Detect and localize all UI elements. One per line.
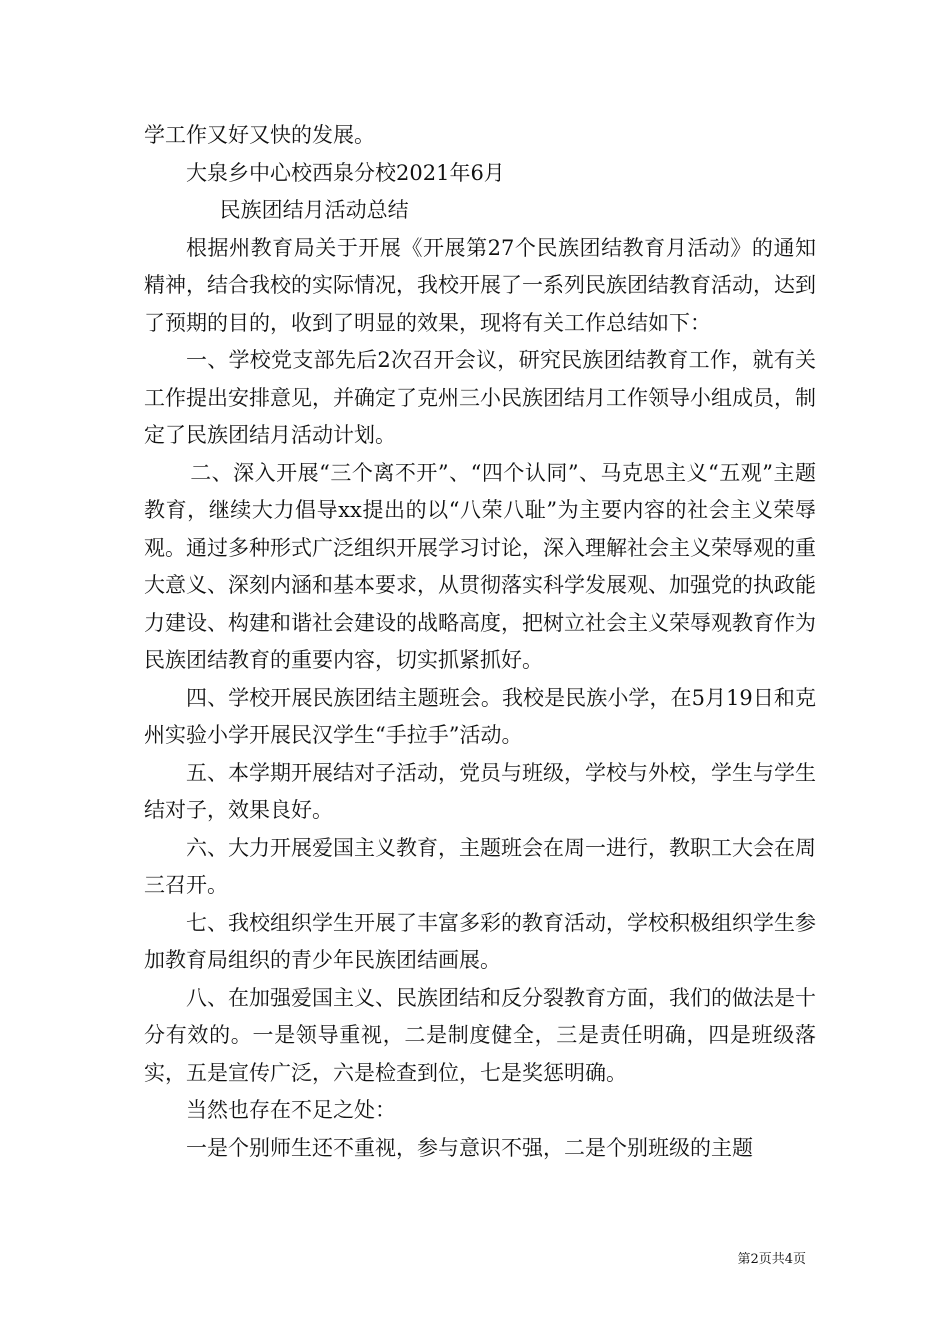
paragraph-intro: 根据州教育局关于开展《开展第27个民族团结教育月活动》的通知精神，结合我校的实际情况，我校开展了一系列民族团结教育活动，达到了预期的目的，收到了明显的效果，现将有关工作总结如下： — [144, 235, 816, 335]
paragraph-item-8: 八、在加强爱国主义、民族团结和反分裂教育方面，我们的做法是十分有效的。一是领导重视，二是制度健全，三是责任明确，四是班级落实，五是宣传广泛，六是检查到位，七是奖惩明确。 — [144, 985, 816, 1085]
paragraph-item-4: 四、学校开展民族团结主题班会。我校是民族小学，在5月19日和克州实验小学开展民汉学生“手拉手”活动。 — [144, 685, 816, 747]
paragraph-shortcomings-heading: 当然也存在不足之处： — [186, 1098, 396, 1122]
document-title: 民族团结月活动总结 — [219, 198, 409, 222]
page-number: 第2页共4页 — [737, 1252, 806, 1267]
paragraph-item-5: 五、本学期开展结对子活动，党员与班级，学校与外校，学生与学生结对子，效果良好。 — [144, 760, 816, 822]
paragraph-item-6: 六、大力开展爱国主义教育，主题班会在周一进行，教职工大会在周三召开。 — [144, 835, 816, 897]
document-body — [144, 117, 816, 1167]
paragraph-signature: 大泉乡中心校西泉分校2021年6月 — [186, 160, 505, 185]
paragraph-shortcomings: 一是个别师生还不重视，参与意识不强，二是个别班级的主题 — [186, 1135, 753, 1160]
paragraph-item-7: 七、我校组织学生开展了丰富多彩的教育活动，学校积极组织学生参加教育局组织的青少年民族团结画展。 — [144, 910, 816, 972]
paragraph-item-2: 二、深入开展“三个离不开”、“四个认同”、马克思主义“五观”主题教育，继续大力倡导xx提出的以“八荣八耻”为主要内容的社会主义荣辱观。通过多种形式广泛组织开展学习讨论，深入理解社会主义荣辱观的重大意义、深刻内涵和基本要求，从贯彻落实科学发展观、加强党的执政能力建设、构建和谐社会建设的战略高度，把树立社会主义荣辱观教育作为民族团结教育的重要内容，切实抓紧抓好。 — [144, 460, 816, 672]
paragraph-continuation: 学工作又好又快的发展。 — [144, 123, 375, 147]
paragraph-item-1: 一、学校党支部先后2次召开会议，研究民族团结教育工作，就有关工作提出安排意见，并确定了克州三小民族团结月工作领导小组成员，制定了民族团结月活动计划。 — [144, 348, 816, 447]
